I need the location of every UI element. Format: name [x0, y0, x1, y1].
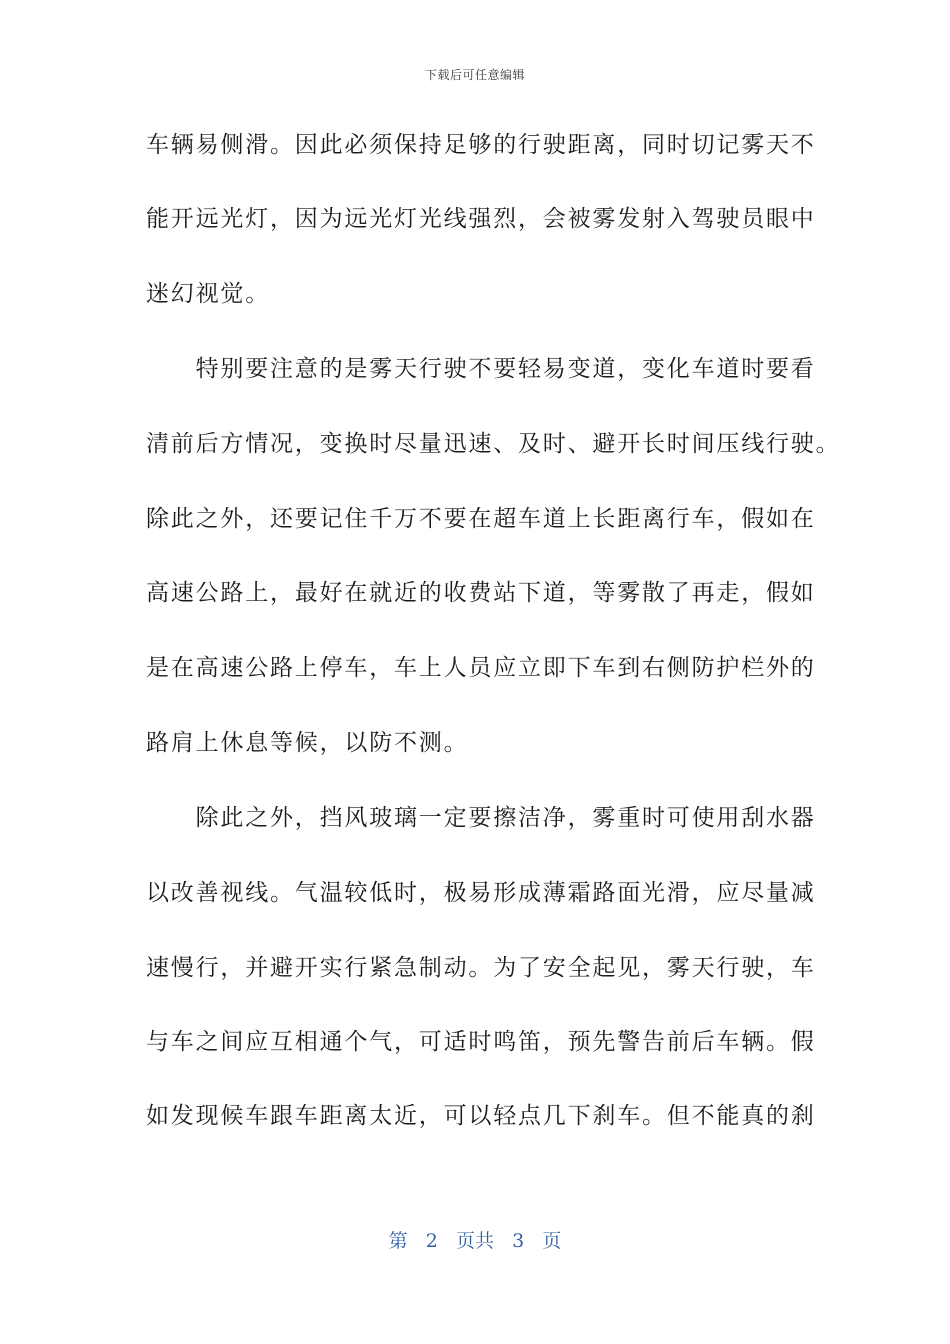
- body-line: 高速公路上，最好在就近的收费站下道，等雾散了再走，假如: [146, 580, 816, 606]
- footer-middle: 页共: [455, 1230, 494, 1252]
- body-line: 以改善视线。气温较低时，极易形成薄霜路面光滑，应尽量减: [146, 880, 816, 906]
- body-line: 是在高速公路上停车，车上人员应立即下车到右侧防护栏外的: [146, 655, 816, 681]
- body-line: 清前后方情况，变换时尽量迅速、及时、避开长时间压线行驶。: [146, 431, 841, 457]
- body-line: 如发现候车跟车距离太近，可以轻点几下刹车。但不能真的刹: [146, 1103, 816, 1129]
- body-line: 迷幻视觉。: [146, 281, 270, 307]
- body-line: 车辆易侧滑。因此必须保持足够的行驶距离，同时切记雾天不: [146, 132, 816, 158]
- footer-total-pages: 3: [512, 1230, 525, 1252]
- body-line: 速慢行，并避开实行紧急制动。为了安全起见，雾天行驶，车: [146, 955, 816, 981]
- body-line: 能开远光灯，因为远光灯光线强烈，会被雾发射入驾驶员眼中: [146, 206, 816, 232]
- header-note: 下载后可任意编辑: [424, 68, 525, 82]
- body-line: 除此之外，还要记住千万不要在超车道上长距离行车，假如在: [146, 506, 816, 532]
- body-line: 路肩上休息等候，以防不测。: [146, 730, 469, 756]
- page-footer: [0, 1226, 950, 1253]
- footer-current-page: 2: [425, 1230, 438, 1252]
- footer-suffix: 页: [542, 1230, 562, 1252]
- body-line: 与车之间应互相通个气，可适时鸣笛，预先警告前后车辆。假: [146, 1029, 816, 1055]
- body-line: 除此之外，挡风玻璃一定要擦洁净，雾重时可使用刮水器: [146, 805, 816, 831]
- body-line: 特别要注意的是雾天行驶不要轻易变道，变化车道时要看: [146, 356, 816, 382]
- footer-prefix: 第: [388, 1230, 408, 1252]
